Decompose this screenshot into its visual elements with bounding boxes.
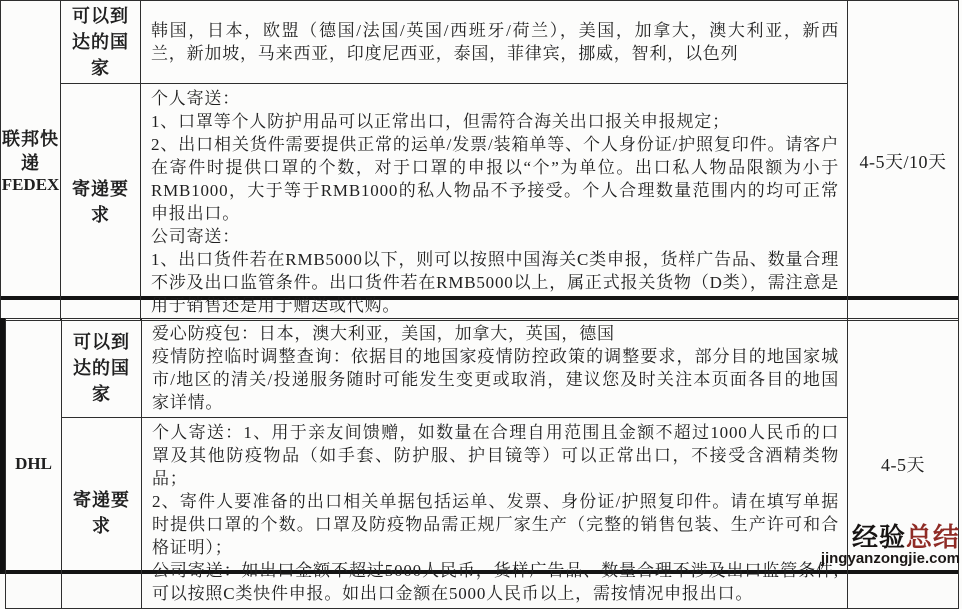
watermark-url: jingyanzongjie.com [820, 550, 960, 568]
dhl-requirement-line: 个人寄送：1、用于亲友间馈赠，如数量在合理自用范围且金额不超过1000人民币的口罩及其他防疫物品（如手套、防护服、护目镜等）可以正常出口，不接受含酒精类物品； [152, 423, 839, 488]
fedex-requirement-line: 公司寄送： [151, 227, 240, 246]
site-watermark [810, 524, 960, 567]
dhl-requirements-label: 寄递要求 [62, 418, 142, 609]
watermark-text-red: 总结 [905, 522, 960, 552]
fedex-requirement-line: 2、出口相关货件需要提供正常的运单/发票/装箱单等、个人身份证/护照复印件。请客户在寄件时提供口罩的个数，对于口罩的申报以“个”为单位。出口私人物品限额为小于RMB1000，大于等于RMB1000的私人物品不予接受。个人合理数量范围内的均可正常申报出口。 [151, 135, 839, 223]
dhl-countries-line: 爱心防疫包：日本，澳大利亚，美国，加拿大，英国，德国 [152, 324, 615, 343]
dhl-carrier-cell [6, 319, 62, 609]
table-row [1, 84, 959, 321]
dhl-countries-label: 可以到达的国家 [62, 319, 142, 418]
dhl-countries-cell [142, 319, 848, 418]
fedex-requirement-line: 1、口罩等个人防护用品可以正常出口，但需符合海关出口报关申报规定； [151, 112, 730, 131]
fedex-requirements-cell [141, 84, 848, 321]
table-row [6, 418, 959, 609]
fedex-countries-label: 可以到达的国家 [61, 1, 141, 84]
fedex-carrier-name-en: FEDEX [1, 174, 60, 194]
dhl-requirement-line: 2、寄件人要准备的出口相关单据包括运单、发票、身份证/护照复印件。请在填写单据时提供口罩的个数。口罩及防疫物品需正规厂家生产（完整的销售包装、生产许可和合格证明）； [152, 492, 839, 557]
fedex-countries-cell [141, 1, 848, 84]
fedex-carrier-name-cn: 联邦快递 [2, 128, 59, 173]
fedex-requirement-line: 个人寄送： [151, 89, 240, 108]
fedex-requirement-line: 1、出口货件若在RMB5000以下，则可以按照中国海关C类申报，货样广告品、数量合理不涉及出口监管条件。出口货件若在RMB5000以上，属正式报关货物（D类），需注意是用于销售还是用于赠送或代购。 [151, 250, 839, 315]
watermark-text-black: 经验 [851, 522, 906, 552]
table-row [6, 319, 959, 418]
dhl-delivery-time: 4-5天 [848, 319, 959, 609]
fedex-carrier-cell [1, 1, 61, 321]
fedex-requirements-label: 寄递要求 [61, 84, 141, 321]
fedex-countries-text: 韩国，日本，欧盟（德国/法国/英国/西班牙/荷兰），美国，加拿大，澳大利亚，新西兰，新加坡，马来西亚，印度尼西亚，泰国，菲律宾，挪威，智利，以色列 [151, 21, 839, 63]
table-row [1, 1, 959, 84]
dhl-requirement-line: 公司寄送：如出口金额不超过5000人民币，货样广告品、数量合理不涉及出口监管条件,可以按照C类快件申报。如出口金额在5000人民币以上，需按情况申报出口。 [152, 561, 839, 603]
dhl-requirements-cell [142, 418, 848, 609]
dhl-countries-line: 疫情防控临时调整查询：依据目的地国家疫情防控政策的调整要求，部分目的地国家城市/地区的清关/投递服务随时可能发生变更或取消，建议您及时关注本页面各目的地国家详情。 [152, 347, 839, 412]
fedex-delivery-time: 4-5天/10天 [848, 1, 959, 321]
watermark-logo [810, 524, 960, 551]
dhl-carrier-name-en: DHL [15, 453, 52, 473]
